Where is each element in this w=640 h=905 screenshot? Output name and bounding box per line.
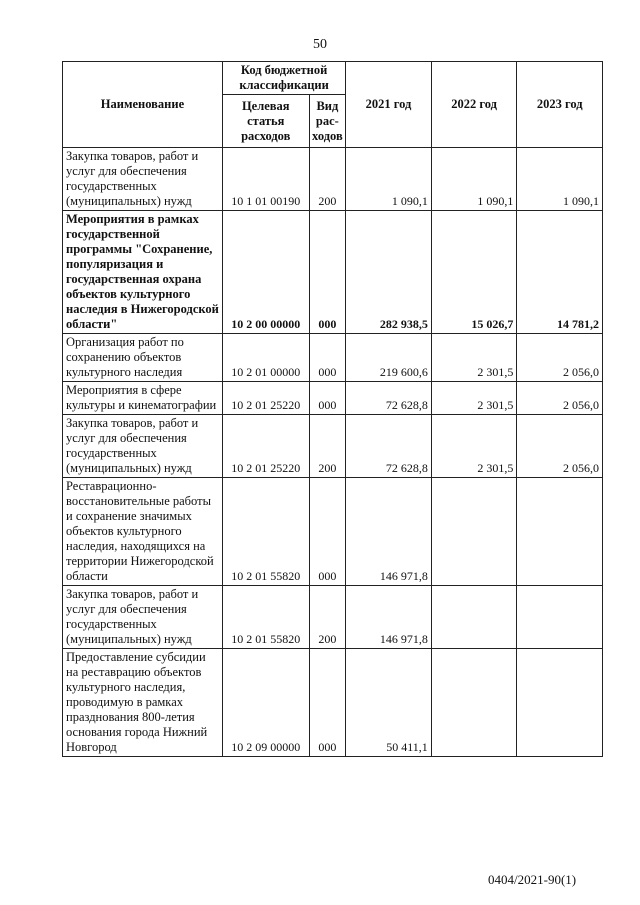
row-name: Предоставление субсидии на реставрацию объектов культурного наследия, проводимую в рамках празднования 800-летия основания города Нижний Новгород (63, 649, 223, 757)
row-2021: 72 628,8 (346, 415, 432, 478)
row-expense-type: 000 (309, 382, 346, 415)
row-2023 (517, 478, 603, 586)
row-2023: 14 781,2 (517, 211, 603, 334)
row-2021: 72 628,8 (346, 382, 432, 415)
page-number: 50 (313, 37, 327, 52)
row-2021: 146 971,8 (346, 478, 432, 586)
row-2022: 15 026,7 (431, 211, 517, 334)
header-year-2023: 2023 год (517, 62, 603, 148)
row-name: Закупка товаров, работ и услуг для обеспечения государственных (муниципальных) нужд (63, 415, 223, 478)
document-number: 0404/2021-90(1) (488, 872, 577, 887)
table-row (63, 211, 603, 334)
header-year-2021: 2021 год (346, 62, 432, 148)
table-row (63, 334, 603, 382)
row-2022 (431, 649, 517, 757)
row-2023: 1 090,1 (517, 148, 603, 211)
row-code: 10 2 01 25220 (222, 382, 309, 415)
table-row (63, 415, 603, 478)
row-expense-type: 000 (309, 334, 346, 382)
row-code: 10 2 01 55820 (222, 586, 309, 649)
row-code: 10 2 01 25220 (222, 415, 309, 478)
row-code: 10 2 00 00000 (222, 211, 309, 334)
header-code-group: Код бюджетной классификации (222, 62, 345, 95)
row-expense-type: 000 (309, 211, 346, 334)
row-2021: 146 971,8 (346, 586, 432, 649)
row-code: 10 2 01 55820 (222, 478, 309, 586)
row-name: Реставрационно-восстановительные работы и сохранение значимых объектов культурного наследия, находящихся на территории Нижегородской области (63, 478, 223, 586)
header-target-article: Целевая статья расходов (222, 95, 309, 148)
row-2023: 2 056,0 (517, 382, 603, 415)
row-code: 10 2 09 00000 (222, 649, 309, 757)
budget-table (62, 61, 603, 757)
row-name: Закупка товаров, работ и услуг для обеспечения государственных (муниципальных) нужд (63, 586, 223, 649)
row-code: 10 2 01 00000 (222, 334, 309, 382)
row-expense-type: 000 (309, 649, 346, 757)
row-2021: 1 090,1 (346, 148, 432, 211)
row-2023: 2 056,0 (517, 415, 603, 478)
header-expense-type: Вид рас-ходов (309, 95, 346, 148)
row-2021: 219 600,6 (346, 334, 432, 382)
row-2022 (431, 478, 517, 586)
row-2023 (517, 586, 603, 649)
row-name: Мероприятия в рамках государственной программы "Сохранение, популяризация и государственная охрана объектов культурного наследия в Нижегородской области" (63, 211, 223, 334)
row-2022: 2 301,5 (431, 382, 517, 415)
row-2022: 2 301,5 (431, 415, 517, 478)
table-row (63, 148, 603, 211)
row-expense-type: 200 (309, 148, 346, 211)
table-row (63, 382, 603, 415)
row-2022 (431, 586, 517, 649)
row-code: 10 1 01 00190 (222, 148, 309, 211)
row-2022: 2 301,5 (431, 334, 517, 382)
table-row (63, 586, 603, 649)
header-year-2022: 2022 год (431, 62, 517, 148)
row-expense-type: 200 (309, 415, 346, 478)
row-expense-type: 000 (309, 478, 346, 586)
row-2021: 50 411,1 (346, 649, 432, 757)
header-name: Наименование (63, 62, 223, 148)
row-name: Организация работ по сохранению объектов культурного наследия (63, 334, 223, 382)
row-2021: 282 938,5 (346, 211, 432, 334)
row-name: Закупка товаров, работ и услуг для обеспечения государственных (муниципальных) нужд (63, 148, 223, 211)
table-row (63, 478, 603, 586)
row-2022: 1 090,1 (431, 148, 517, 211)
row-expense-type: 200 (309, 586, 346, 649)
row-2023: 2 056,0 (517, 334, 603, 382)
row-2023 (517, 649, 603, 757)
table-row (63, 649, 603, 757)
row-name: Мероприятия в сфере культуры и кинематографии (63, 382, 223, 415)
